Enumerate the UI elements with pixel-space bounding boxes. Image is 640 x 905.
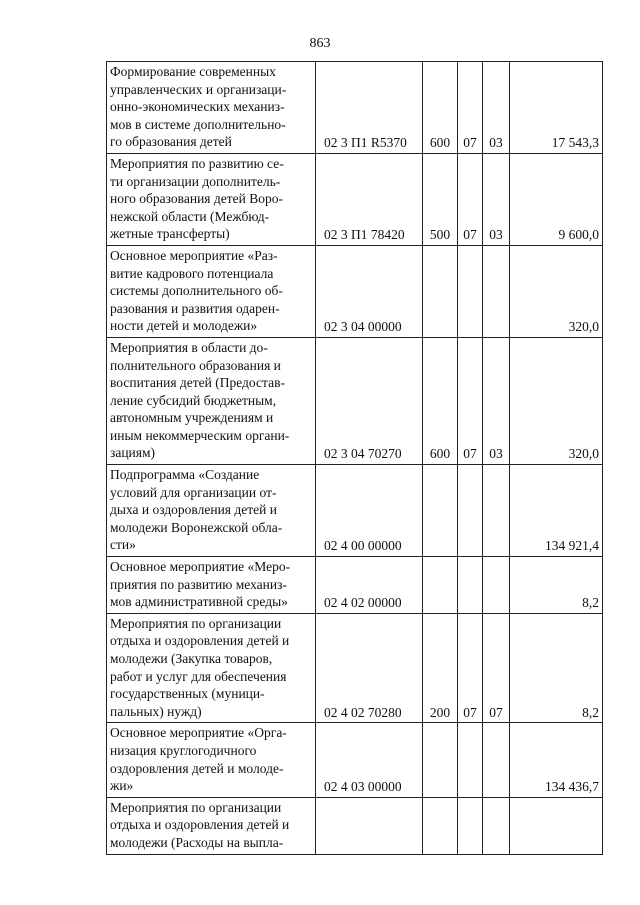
item-name-line: Основное мероприятие «Меро- [110,559,291,575]
expense-type-cell: 600 [423,62,458,154]
item-name-cell [107,153,316,245]
item-name-line: отдыха и оздоровления детей и [110,633,290,649]
table-row [107,153,603,245]
item-name-line: молодежи Воронежской обла- [110,519,283,535]
item-name-cell [107,557,316,614]
section-cell [458,245,483,337]
amount-cell: 320,0 [510,245,603,337]
item-name-line: жетные трансферты) [110,226,230,242]
item-name-line: пальных) нужд) [110,703,202,719]
item-name-line: дыха и оздоровления детей и [110,502,277,518]
section-cell: 07 [458,613,483,723]
expense-type-cell: 500 [423,153,458,245]
target-article-cell: 02 3 П1 R5370 [316,62,423,154]
item-name-line: витие кадрового потенциала [110,265,274,281]
item-name-line: молодежи (Закупка товаров, [110,651,273,666]
item-name-line: Мероприятия по организации [110,615,282,631]
table-row [107,613,603,723]
section-cell [458,557,483,614]
expense-type-cell [423,245,458,337]
target-article-cell: 02 3 04 70270 [316,337,423,464]
item-name-line: автономным учреждениям и [110,410,274,426]
item-name-line: мов административной среды» [110,594,288,610]
target-article-cell: 02 3 04 00000 [316,245,423,337]
budget-table [106,61,603,855]
section-cell [458,723,483,797]
item-name-cell [107,337,316,464]
section-cell: 07 [458,153,483,245]
budget-table-body [107,62,603,855]
section-cell [458,465,483,557]
item-name-line: ности детей и молодежи» [110,318,258,334]
amount-cell: 134 921,4 [510,465,603,557]
subsection-cell [483,557,510,614]
target-article-cell: 02 3 П1 78420 [316,153,423,245]
item-name-line: иным некоммерческим органи- [110,427,290,443]
table-row [107,245,603,337]
item-name-line: системы дополнительного об- [110,283,283,299]
amount-cell: 134 436,7 [510,723,603,797]
item-name-line: работ и услуг для обеспечения [110,668,287,684]
item-name-cell [107,245,316,337]
expense-type-cell [423,723,458,797]
item-name-line: жи» [110,778,134,794]
item-name-line: оздоровления детей и молоде- [110,760,284,776]
item-name-line: разования и развития одарен- [110,300,280,316]
table-row [107,465,603,557]
subsection-cell [483,465,510,557]
section-cell: 07 [458,62,483,154]
amount-cell: 9 600,0 [510,153,603,245]
subsection-cell: 03 [483,62,510,154]
item-name-line: ти организации дополнитель- [110,173,281,189]
amount-cell: 320,0 [510,337,603,464]
expense-type-cell [423,557,458,614]
subsection-cell: 03 [483,337,510,464]
section-cell [458,797,483,854]
table-row [107,337,603,464]
expense-type-cell: 600 [423,337,458,464]
item-name-line: воспитания детей (Предостав- [110,375,285,391]
item-name-cell [107,62,316,154]
item-name-line: Мероприятия по развитию се- [110,155,284,171]
item-name-line: Мероприятия в области до- [110,339,268,355]
item-name-line: отдыха и оздоровления детей и [110,817,290,833]
item-name-line: приятия по развитию механиз- [110,576,287,592]
target-article-cell: 02 4 03 00000 [316,723,423,797]
target-article-cell: 02 4 02 70280 [316,613,423,723]
table-row [107,723,603,797]
item-name-line: сти» [110,537,136,553]
subsection-cell [483,723,510,797]
table-row [107,557,603,614]
item-name-line: низация круглогодичного [110,742,257,758]
item-name-cell [107,797,316,854]
item-name-line: управленческих и организаци- [110,81,287,97]
table-row [107,797,603,854]
subsection-cell: 07 [483,613,510,723]
item-name-cell [107,613,316,723]
amount-cell [510,797,603,854]
target-article-cell [316,797,423,854]
section-cell: 07 [458,337,483,464]
item-name-line: Формирование современных [110,64,276,79]
item-name-line: ного образования детей Воро- [110,191,283,207]
subsection-cell [483,245,510,337]
item-name-cell [107,723,316,797]
item-name-line: полнительного образования и [110,357,281,373]
item-name-line: Основное мероприятие «Орга- [110,725,287,741]
item-name-line: Основное мероприятие «Раз- [110,247,278,263]
target-article-cell: 02 4 00 00000 [316,465,423,557]
expense-type-cell: 200 [423,613,458,723]
item-name-line: зациям) [110,445,156,461]
page-number: 863 [309,36,331,51]
item-name-line: го образования детей [110,134,232,150]
amount-cell: 17 543,3 [510,62,603,154]
table-row [107,62,603,154]
item-name-line: мов в системе дополнительно- [110,116,286,132]
item-name-line: Мероприятия по организации [110,799,282,815]
item-name-line: онно-экономических механиз- [110,99,285,115]
item-name-line: Подпрограмма «Создание [110,467,260,483]
subsection-cell [483,797,510,854]
item-name-line: государственных (муници- [110,686,265,702]
item-name-line: нежской области (Межбюд- [110,208,270,224]
item-name-line: ление субсидий бюджетным, [110,392,277,408]
item-name-line: молодежи (Расходы на выпла- [110,834,284,850]
amount-cell: 8,2 [510,613,603,723]
item-name-cell [107,465,316,557]
subsection-cell: 03 [483,153,510,245]
expense-type-cell [423,797,458,854]
target-article-cell: 02 4 02 00000 [316,557,423,614]
amount-cell: 8,2 [510,557,603,614]
expense-type-cell [423,465,458,557]
item-name-line: условий для организации от- [110,484,277,500]
